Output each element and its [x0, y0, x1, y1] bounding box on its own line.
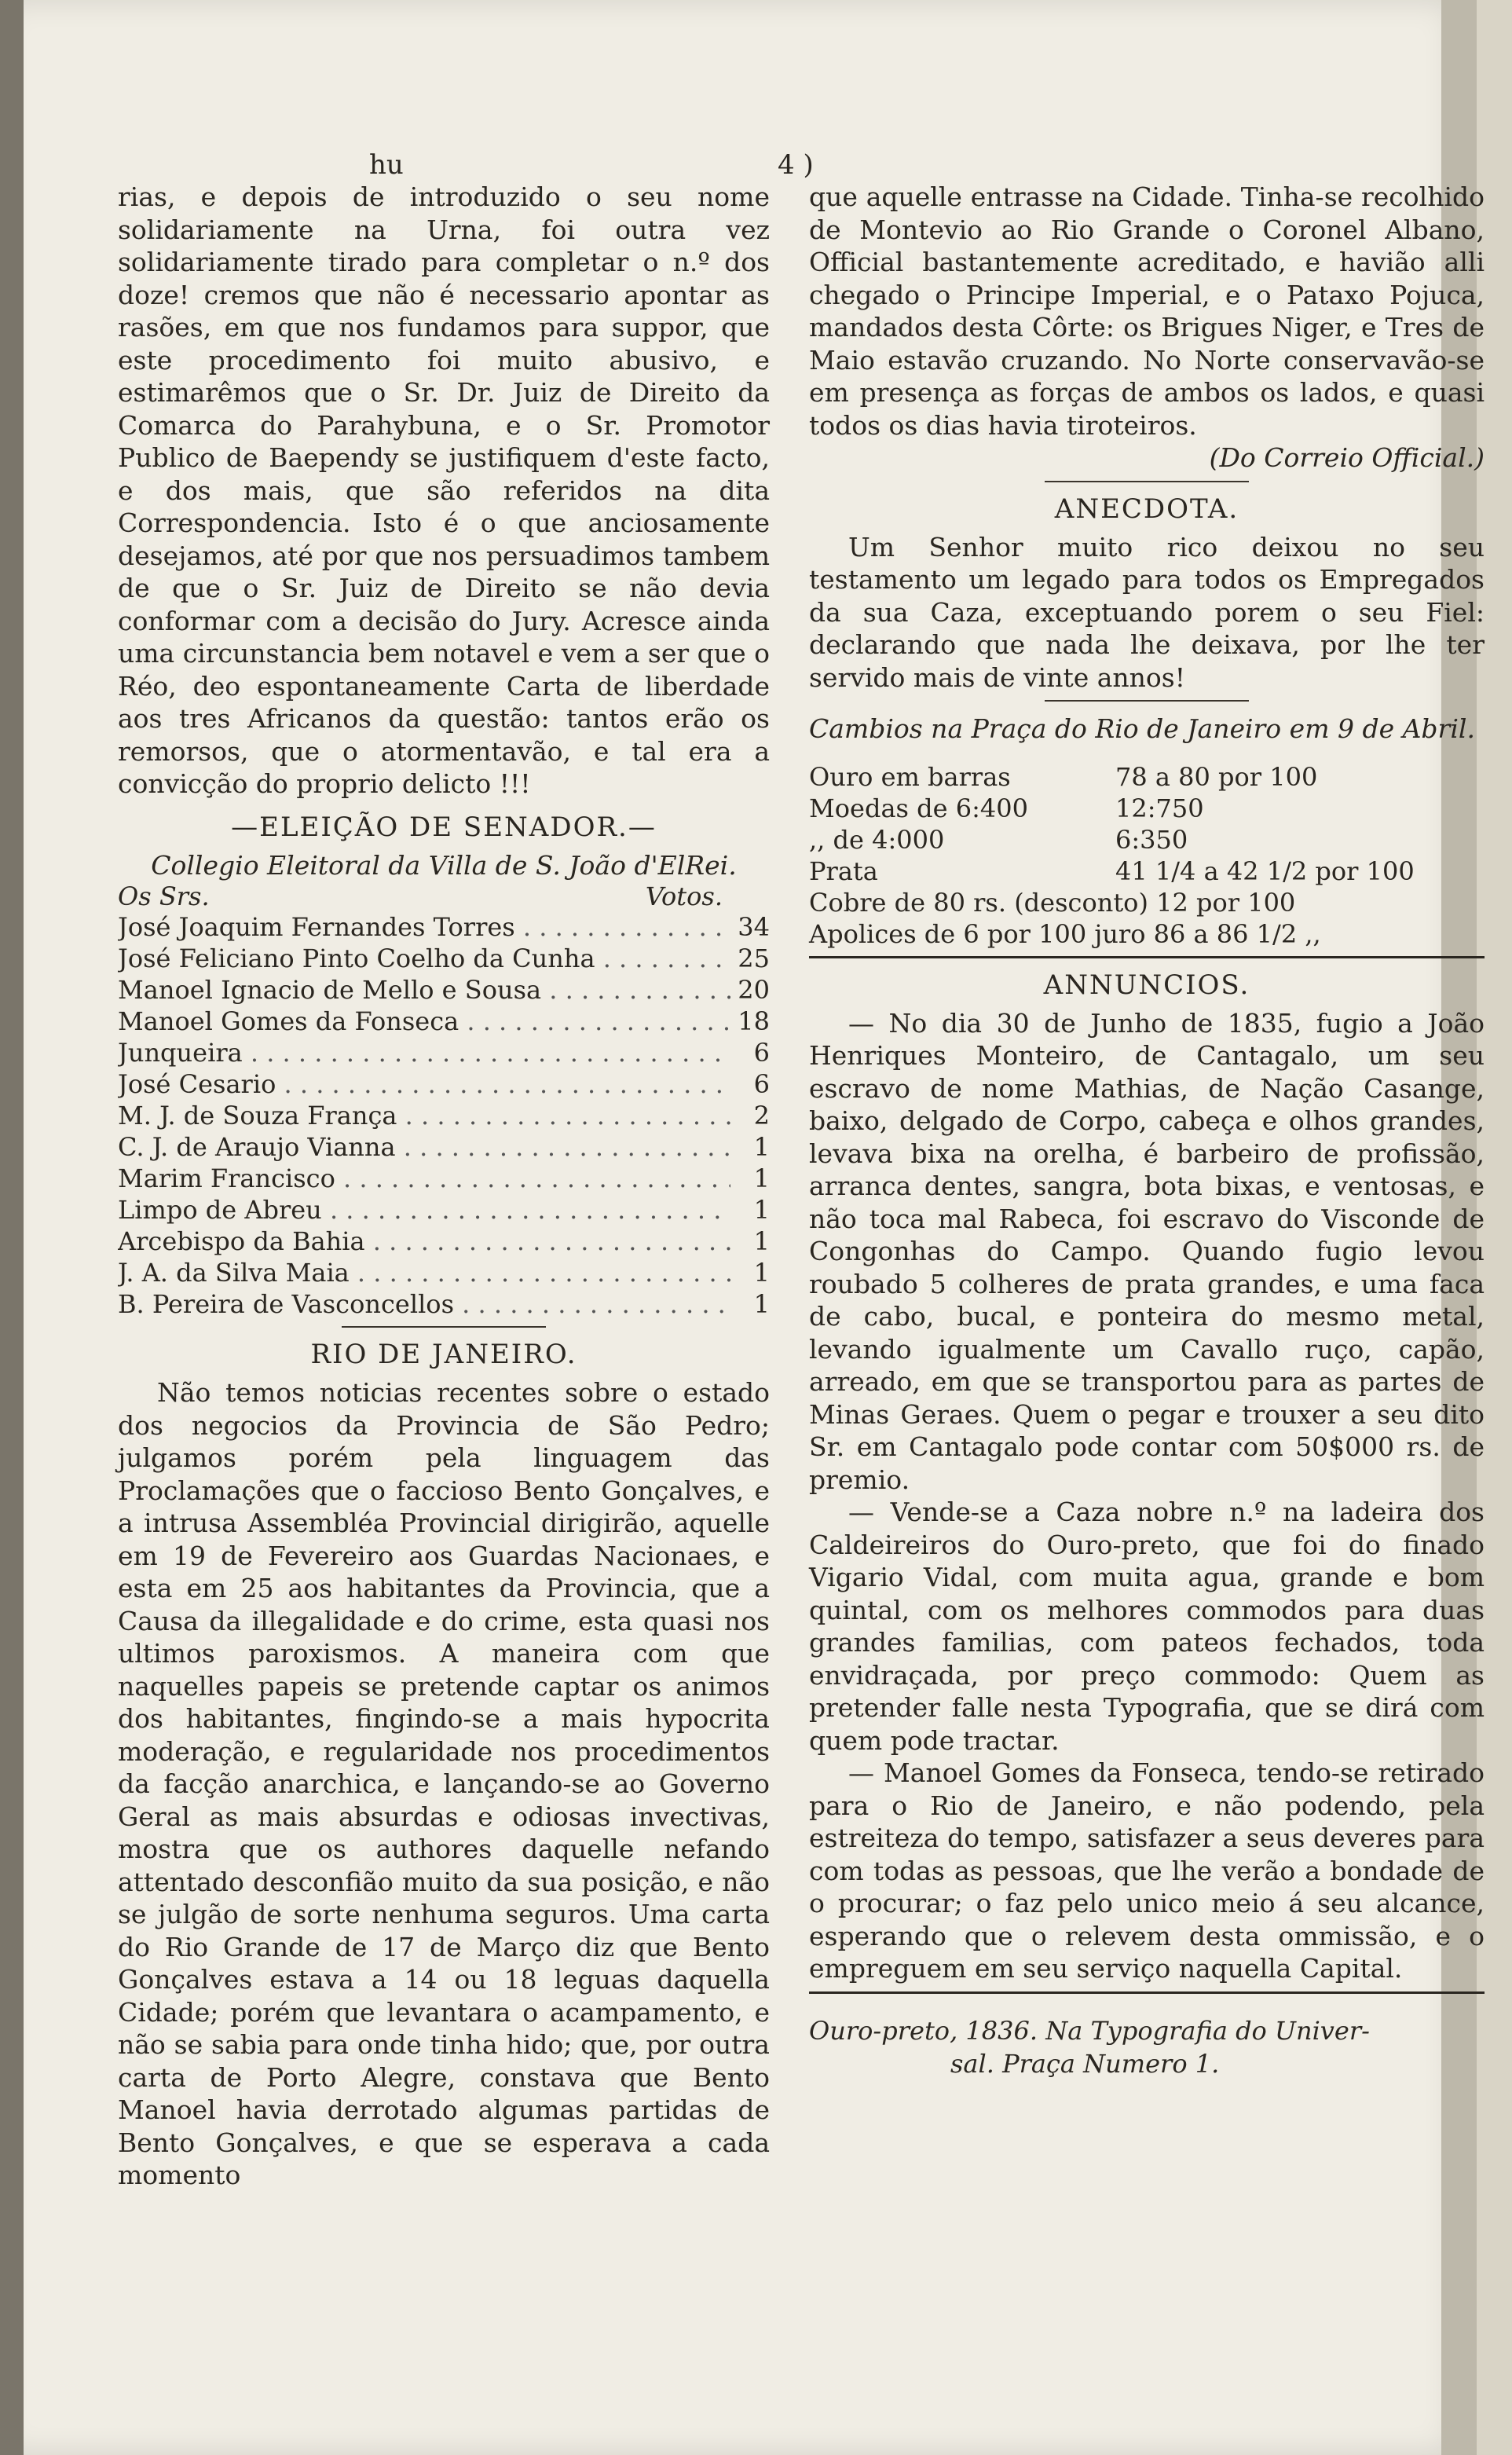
candidate-name: José Joaquim Fernandes Torres . . . [118, 911, 730, 943]
imprint [809, 2014, 1485, 2080]
vote-count: 2 [730, 1100, 770, 1131]
page-number: 4 ) [778, 149, 814, 181]
section-title-rio: RIO DE JANEIRO. [310, 1339, 577, 1370]
collegio-title: Collegio Eleitoral da Villa de S. João d'ElRei. [151, 849, 737, 881]
cambios-table [809, 761, 1485, 950]
vote-row [118, 1257, 770, 1288]
vote-count: 1 [730, 1163, 770, 1194]
imprint-line-1: Ouro-preto, 1836. Na Typografia do Univer- [809, 2015, 1370, 2046]
vote-count: 1 [730, 1288, 770, 1320]
vote-row [118, 1226, 770, 1257]
section-title-annuncios: ANNUNCIOS. [1043, 969, 1250, 1001]
cambio-item: Moedas de 6:400 [809, 793, 1028, 823]
candidate-name: Junqueira . . . [118, 1037, 730, 1068]
cambio-value: 6:350 [1115, 824, 1188, 855]
book-binding [0, 0, 24, 2455]
os-srs-label: Os Srs. [118, 881, 210, 911]
vote-count: 1 [730, 1257, 770, 1288]
cambio-row [809, 918, 1485, 950]
cambio-item: Apolices de 6 por 100 juro 86 a 86 1/2 ,, [809, 918, 1321, 949]
page-marker-left: hu [369, 149, 404, 181]
vote-count: 6 [730, 1037, 770, 1068]
vote-count: 1 [730, 1131, 770, 1163]
article-continuation: rias, e depois de introduzido o seu nome solidariamente na Urna, foi outra vez solidariamente tirado para completar o n.º dos doze! cremos que não é necessario apontar as rasões, em que nos fundamos para suppor, que este procedimento foi muito abusivo, e estimarêmos que o Sr. Dr. Juiz de Direito da Comarca do Parahybuna, e o Sr. Promotor Publico de Baependy se justifiquem d'este facto, e dos mais, que são referidos na dita Correspondencia. Isto é o que anciosamente desejamos, até por que nos persuadimos tambem de que o Sr. Juiz de Direito se não devia conformar com a decisão do Jury. Acresce ainda uma circunstancia bem notavel e vem a ser que o Réo, deo espontaneamente Carta de liberdade aos tres Africanos da questão: tantos erão os remorsos, que o atormentavão, e tal era a convicção do proprio delicto !!! [118, 181, 770, 799]
vote-row [118, 1100, 770, 1131]
rio-article: Não temos noticias recentes sobre o estado dos negocios da Provincia de São Pedro; julgamos porém pela linguagem das Proclamações que o faccioso Bento Gonçalves, e a intrusa Assembléa Provincial dirigirão, aquelle em 19 de Fevereiro aos Guardas Nacionaes, e esta em 25 aos habitantes da Provincia, que a Causa da illegalidade e do crime, esta quasi nos ultimos paroxismos. A maneira com que naquelles papeis se pretende captar os animos dos habitantes, fingindo-se a mais hypocrita moderação, e regularidade nos procedimentos da facção anarchica, e lançando-se ao Governo Geral as mais absurdas e odiosas invectivas, mostra que os authores daquelle nefando attentado desconfião muito da sua posição, e não se julgão de sorte nenhuma seguros. Uma carta do Rio Grande de 17 de Março diz que Bento Gonçalves estava a 14 ou 18 leguas daquella Cidade; porém que levantara o acampamento, e não se sabia para onde tinha hido; que, por outra carta de Porto Alegre, constava que Bento Manoel havia derrotado algumas partidas de Bento Gonçalves, e que se esperava a cada momento [118, 1377, 770, 2190]
votes-header [118, 881, 770, 911]
rio-article-continuation: que aquelle entrasse na Cidade. Tinha-se recolhido de Montevio ao Rio Grande o Coronel Albano, Official bastantemente acreditado, e havião alli chegado o Principe Imperial, e o Pataxo Pojuca, mandados desta Côrte: os Brigues Niger, e Tres de Maio estavão cruzando. No Norte conservavão-se em presença as forças de ambos os lados, e quasi todos os dias havia tiroteiros. [809, 181, 1485, 441]
section-divider-thick [809, 956, 1485, 958]
cambio-row [809, 856, 1485, 887]
vote-count: 18 [730, 1006, 770, 1037]
candidate-name: Manoel Gomes da Fonseca . . . [118, 1006, 730, 1037]
newspaper-page [24, 0, 1485, 2455]
vote-count: 25 [730, 943, 770, 974]
cambio-item: Cobre de 80 rs. (desconto) 12 por 100 [809, 887, 1296, 918]
vote-row [118, 1006, 770, 1037]
cambio-row [809, 761, 1485, 793]
votos-label: Votos. [645, 881, 723, 911]
vote-row [118, 974, 770, 1006]
section-title-senado: —ELEIÇÃO DE SENADOR.— [231, 811, 657, 843]
cambio-value: 78 a 80 por 100 [1115, 761, 1318, 792]
vote-row [118, 943, 770, 974]
vote-row [118, 911, 770, 943]
cambio-item: Prata [809, 856, 878, 886]
vote-row [118, 1037, 770, 1068]
imprint-line-2: sal. Praça Numero 1. [950, 2048, 1220, 2079]
candidate-name: M. J. de Souza França . . . [118, 1100, 730, 1131]
section-divider [1045, 700, 1249, 702]
candidate-name: J. A. da Silva Maia . . . [118, 1257, 730, 1288]
footer-divider [809, 1991, 1485, 1994]
ad-caza: — Vende-se a Caza nobre n.º na ladeira dos Caldeireiros do Ouro-preto, que foi do finado Vigario Vidal, com muita agua, grande e bom quintal, com os melhores commodos para duas grandes familias, com pateos fechados, toda envidraçada, por preço commodo: Quem as pretender falle nesta Typografia, que se dirá com quem pode tractar. [809, 1497, 1485, 1756]
ad-manoel: — Manoel Gomes da Fonseca, tendo-se retirado para o Rio de Janeiro, e não podendo, pela estreiteza do tempo, satisfazer a seus deveres para com todas as pessoas, que lhe verão a bondade de o procurar; o faz pelo unico meio á seu alcance, esperando que o relevem desta ommissão, e o empreguem em seu serviço naquella Capital. [809, 1757, 1485, 1984]
candidate-name: C. J. de Araujo Vianna . . . [118, 1131, 730, 1163]
vote-count: 1 [730, 1226, 770, 1257]
candidate-name: Limpo de Abreu . . . [118, 1194, 730, 1226]
cambio-row [809, 887, 1485, 918]
vote-row [118, 1131, 770, 1163]
left-column [118, 181, 770, 2192]
candidate-name: José Cesario . . . [118, 1068, 730, 1100]
section-divider [1045, 481, 1249, 482]
cambio-item: Ouro em barras [809, 761, 1011, 792]
vote-count: 1 [730, 1194, 770, 1226]
right-column [809, 181, 1485, 2080]
candidate-name: José Feliciano Pinto Coelho da Cunha . . . [118, 943, 730, 974]
anecdota-text: Um Senhor muito rico deixou no seu testamento um legado para todos os Empregados da sua Caza, exceptuando porem o seu Fiel: declarando que nada lhe deixava, por lhe ter servido mais de vinte annos! [809, 531, 1485, 693]
cambio-item: ,, de 4:000 [809, 824, 945, 855]
cambio-value: 41 1/4 a 42 1/2 por 100 [1115, 856, 1415, 886]
candidate-name: B. Pereira de Vasconcellos . . . [118, 1288, 730, 1320]
section-title-anecdota: ANECDOTA. [1054, 493, 1239, 525]
ad-escravo: — No dia 30 de Junho de 1835, fugio a João Henriques Monteiro, de Cantagalo, um seu escravo de nome Mathias, de Nação Casange, baixo, delgado de Corpo, cabeça e olhos grandes, levava bixa na orelha, é barbeiro de profissão, arranca dentes, sangra, bota bixas, e ventosas, e não toca mal Rabeca, foi escravo do Visconde de Congonhas do Campo. Quando fugio levou roubado 5 colheres de prata grandes, e uma faca de cabo, bucal, e ponteira do mesmo metal, levando igualmente um Cavallo ruço, capão, arreado, em que se transportou para as partes de Minas Geraes. Quem o pegar e trouxer a seu dito Sr. em Cantagalo pode contar com 50$000 rs. de premio. [809, 1007, 1485, 1495]
section-divider [342, 1326, 546, 1328]
cambio-row [809, 793, 1485, 824]
vote-count: 20 [730, 974, 770, 1006]
vote-row [118, 1163, 770, 1194]
cambios-title: Cambios na Praça do Rio de Janeiro em 9 de Abril. [809, 713, 1475, 744]
candidate-name: Arcebispo da Bahia . . . [118, 1226, 730, 1257]
source-credit: (Do Correio Official.) [1209, 442, 1485, 473]
candidate-name: Marim Francisco . . . [118, 1163, 730, 1194]
vote-count: 6 [730, 1068, 770, 1100]
cambio-value: 12:750 [1115, 793, 1204, 823]
vote-count: 34 [730, 911, 770, 943]
cambio-row [809, 824, 1485, 856]
vote-row [118, 1288, 770, 1320]
votes-list [118, 911, 770, 1320]
candidate-name: Manoel Ignacio de Mello e Sousa . . . [118, 974, 730, 1006]
vote-row [118, 1194, 770, 1226]
vote-row [118, 1068, 770, 1100]
